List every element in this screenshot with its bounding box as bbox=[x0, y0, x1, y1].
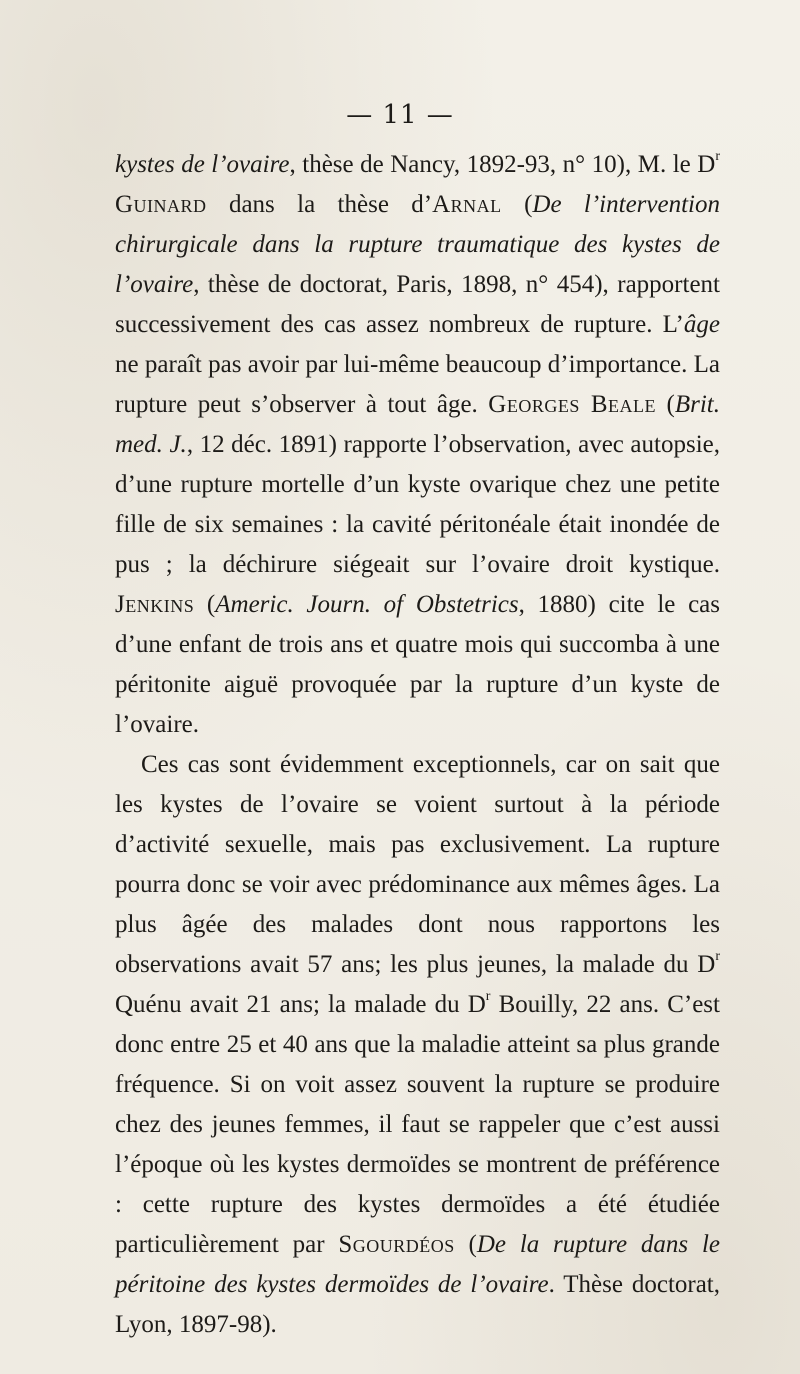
paragraph-1: kystes de l’ovaire, thèse de Nancy, 1892-93, n° 10), M. le $D^r$ Guinard dans la thèse d’Arnal (De l’intervention chirurgicale dans la rupture traumatique des kystes de l’ovaire, thèse de doctorat, Paris, 1898, n° 454), rapportent successivement des cas assez nombreux de rupture. L’âge ne paraît pas avoir par lui-même beaucoup d’importance. La rupture peut s’observer à tout âge. Georges Beale (Brit. med. J., 12 déc. 1891) rapporte l’observation, avec autopsie, d’une rupture mortelle d’un kyste ovarique chez une petite fille de six semaines : la cavité péritonéale était inondée de pus ; la déchirure siégeait sur l’ovaire droit kystique. Jenkins (Americ. Journ. of Obstetrics, 1880) cite le cas d’une enfant de trois ans et quatre mois qui succomba à une péritonite aiguë provoquée par la rupture d’un kyste de l’ovaire. bbox=[115, 148, 721, 738]
author-georges-beale: Georges Beale bbox=[488, 391, 657, 418]
reference-journal-obstetrics: Americ. Journ. of Obstetrics bbox=[215, 591, 519, 618]
reference-title-arnal-thesis: De l’intervention chirurgicale dans la rupture traumatique des kystes de l’ovaire bbox=[115, 191, 720, 298]
body-text bbox=[115, 145, 720, 1345]
author-guinard: Guinard bbox=[115, 191, 207, 218]
paragraph-2: Ces cas sont évidemment exceptionnels, car on sait que les kystes de l’ovaire se voient surtout à la période d’activité sexuelle, mais pas exclusivement. La rupture pourra donc se voir avec prédominance aux mêmes âges. La plus âgée des malades dont nous rapportons les observations avait 57 ans; les plus jeunes, la malade du $D^r$ Quénu avait 21 ans; la malade du $D^r$ Bouilly, 22 ans. C’est donc entre 25 et 40 ans que la maladie atteint sa plus grande fréquence. Si on voit assez souvent la rupture se produire chez des jeunes femmes, il faut se rappeler que c’est aussi l’époque où les kystes dermoïdes se montrent de préférence : cette rupture des kystes dermoïdes a été étudiée particulièrement par Sgourdéos (De la rupture dans le péritoine des kystes dermoïdes de l’ovaire. Thèse doctorat, Lyon, 1897-98). bbox=[115, 751, 721, 1338]
author-arnal: Arnal bbox=[432, 191, 502, 218]
author-jenkins: Jenkins bbox=[115, 591, 195, 618]
reference-journal-brit-med: Brit. med. J. bbox=[115, 391, 720, 458]
reference-title-sgourdeos-thesis: De la rupture dans le péritoine des kystes dermoïdes de l’ovaire bbox=[115, 1231, 720, 1298]
page-number: — 11 — bbox=[346, 100, 454, 130]
emphasis-age: âge bbox=[683, 311, 720, 338]
reference-title-kystes-ovaire: kystes de l’ovaire bbox=[115, 151, 290, 178]
author-sgourdeos: Sgourdéos bbox=[338, 1231, 455, 1258]
